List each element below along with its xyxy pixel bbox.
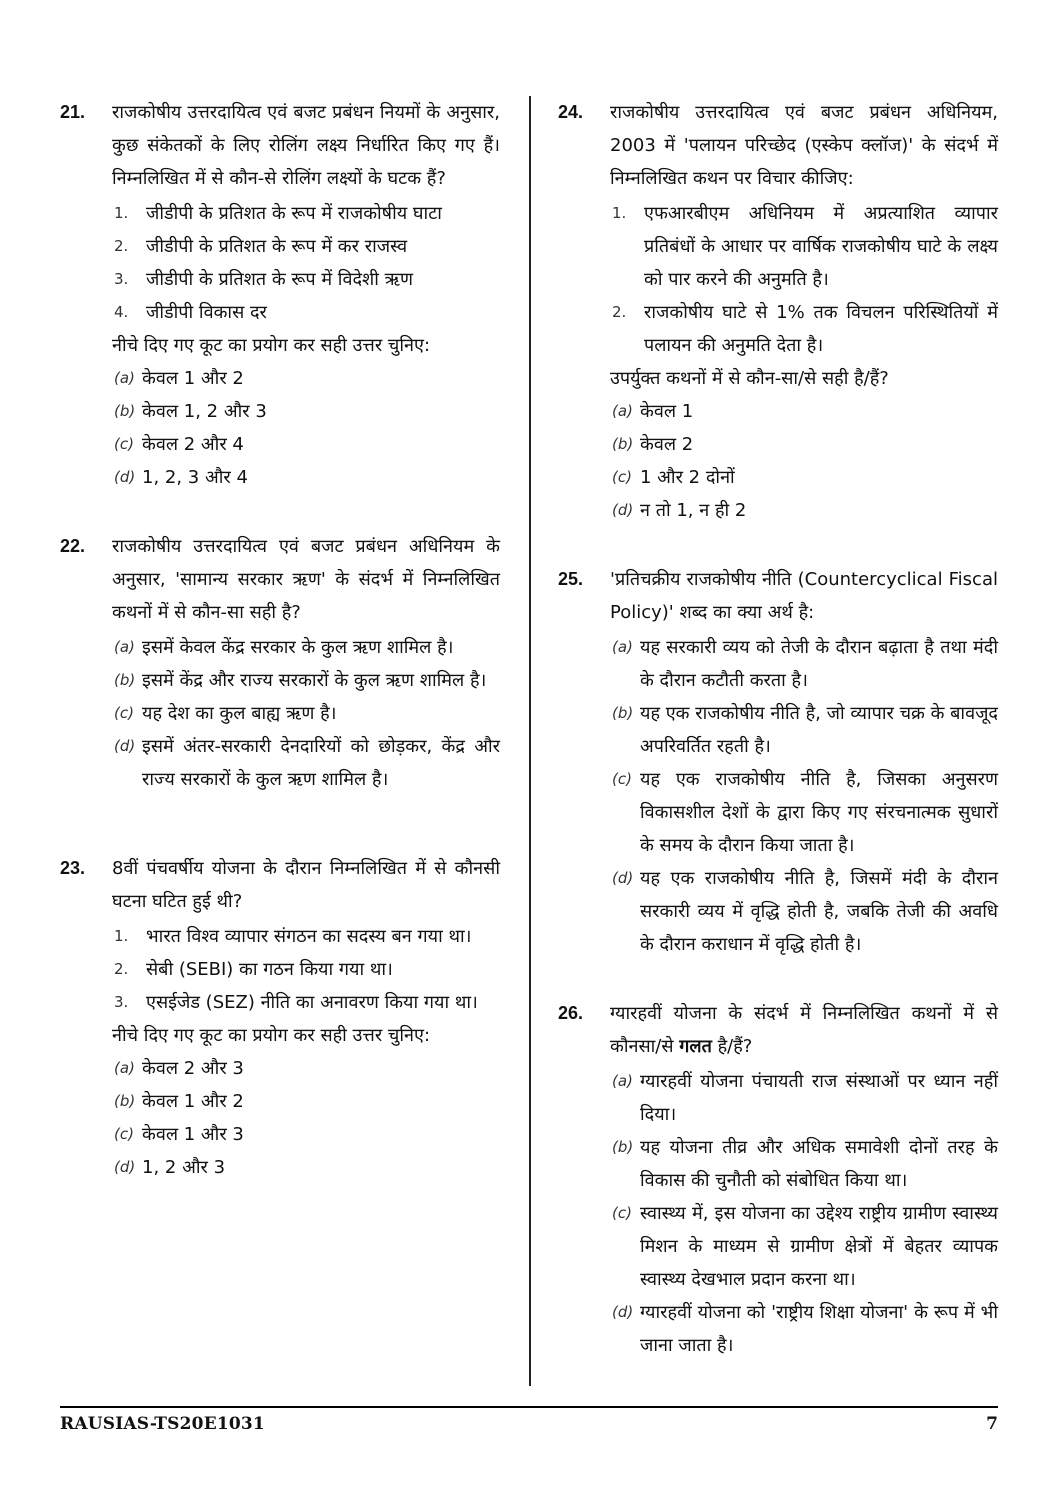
statement-number: 3.	[114, 270, 129, 288]
option-text: केवल 2	[640, 434, 694, 455]
option-mark: (d)	[612, 869, 634, 887]
option-b[interactable]	[112, 664, 500, 697]
option-d[interactable]	[610, 494, 998, 527]
statement	[112, 296, 500, 329]
statement-text: भारत विश्व व्यापार संगठन का सदस्य बन गया था।	[146, 926, 472, 947]
option-c[interactable]	[112, 697, 500, 730]
question-text: राजकोषीय उत्तरदायित्व एवं बजट प्रबंधन अधिनियम के अनुसार, 'सामान्य सरकार ऋण' के संदर्भ में निम्नलिखित कथनों में से कौन-सा सही है?	[112, 536, 500, 623]
statement	[610, 197, 998, 296]
statement-number: 3.	[114, 993, 129, 1011]
option-b[interactable]	[610, 697, 998, 763]
question-number: 25.	[558, 569, 584, 589]
option-mark: (b)	[114, 1092, 136, 1110]
question-text: 'प्रतिचक्रीय राजकोषीय नीति (Countercyclical Fiscal Policy)' शब्द का क्या अर्थ है:	[610, 569, 998, 623]
option-text: यह एक राजकोषीय नीति है, जो व्यापार चक्र के बावजूद अपरिवर्तित रहती है।	[640, 703, 998, 757]
option-text: 1 और 2 दोनों	[640, 467, 735, 488]
emphasis-text: गलत	[679, 1036, 712, 1057]
statement	[112, 230, 500, 263]
option-text: यह एक राजकोषीय नीति है, जिसका अनुसरण विकासशील देशों के द्वारा किए गए संरचनात्मक सुधारों के समय के दौरान किया जाता है।	[640, 769, 998, 856]
option-d[interactable]	[112, 730, 500, 796]
option-c[interactable]	[610, 1197, 998, 1296]
question-text: 8वीं पंचवर्षीय योजना के दौरान निम्नलिखित में से कौनसी घटना घटित हुई थी?	[112, 858, 500, 912]
statement	[112, 197, 500, 230]
option-mark: (a)	[612, 402, 633, 420]
statement-text: एफआरबीएम अधिनियम में अप्रत्याशित व्यापार प्रतिबंधों के आधार पर वार्षिक राजकोषीय घाटे के लक्ष्य को पार करने की अनुमति है।	[644, 203, 998, 290]
question-25	[558, 563, 998, 961]
option-b[interactable]	[610, 428, 998, 461]
option-text: इसमें केवल केंद्र सरकार के कुल ऋण शामिल है।	[142, 637, 454, 658]
option-text: 1, 2 और 3	[142, 1157, 226, 1178]
option-text: इसमें अंतर-सरकारी देनदारियों को छोड़कर, केंद्र और राज्य सरकारों के कुल ऋण शामिल है।	[142, 736, 500, 790]
option-mark: (d)	[612, 501, 634, 519]
instruction-text: नीचे दिए गए कूट का प्रयोग कर सही उत्तर चुनिए:	[112, 1025, 431, 1046]
statement-number: 4.	[114, 303, 129, 321]
page-number: 7	[986, 1414, 998, 1434]
option-text: केवल 1 और 2	[142, 1091, 244, 1112]
option-text: केवल 2 और 4	[142, 434, 244, 455]
option-b[interactable]	[112, 1085, 500, 1118]
question-26	[558, 997, 998, 1362]
statement-number: 1.	[114, 927, 129, 945]
footer-code: RAUSIAS-TS20E1031	[60, 1414, 265, 1434]
option-text: केवल 1	[640, 401, 694, 422]
option-mark: (d)	[612, 1303, 634, 1321]
statement-text: जीडीपी के प्रतिशत के रूप में विदेशी ऋण	[146, 269, 414, 290]
option-d[interactable]	[610, 1296, 998, 1362]
statement-number: 2.	[612, 303, 627, 321]
option-a[interactable]	[112, 1052, 500, 1085]
question-number: 24.	[558, 102, 584, 122]
option-text: 1, 2, 3 और 4	[142, 467, 248, 488]
option-d[interactable]	[610, 862, 998, 961]
option-mark: (d)	[114, 1158, 136, 1176]
option-mark: (c)	[612, 468, 632, 486]
option-c[interactable]	[610, 763, 998, 862]
option-mark: (d)	[114, 737, 136, 755]
option-b[interactable]	[112, 395, 500, 428]
question-text-part: ग्यारहवीं योजना के संदर्भ में निम्नलिखित कथनों में से कौनसा/से	[610, 1003, 998, 1057]
question-22	[60, 530, 500, 796]
option-mark: (c)	[612, 1204, 632, 1222]
left-column	[60, 96, 500, 1184]
option-mark: (c)	[114, 435, 134, 453]
statement-number: 2.	[114, 237, 129, 255]
statement	[112, 263, 500, 296]
option-mark: (c)	[114, 704, 134, 722]
statement-text: एसईजेड (SEZ) नीति का अनावरण किया गया था।	[146, 992, 478, 1013]
statement-text: जीडीपी के प्रतिशत के रूप में कर राजस्व	[146, 236, 408, 257]
option-d[interactable]	[112, 461, 500, 494]
option-b[interactable]	[610, 1131, 998, 1197]
option-mark: (a)	[612, 1072, 633, 1090]
instruction-text: उपर्युक्त कथनों में से कौन-सा/से सही है/हैं?	[610, 368, 889, 389]
instruction-text: नीचे दिए गए कूट का प्रयोग कर सही उत्तर चुनिए:	[112, 335, 431, 356]
statement-text: जीडीपी के प्रतिशत के रूप में राजकोषीय घाटा	[146, 203, 442, 224]
option-mark: (b)	[612, 1138, 634, 1156]
option-mark: (c)	[114, 1125, 134, 1143]
question-number: 21.	[60, 102, 86, 122]
option-mark: (b)	[612, 435, 634, 453]
option-mark: (a)	[114, 638, 135, 656]
option-a[interactable]	[112, 362, 500, 395]
option-text: केवल 1 और 3	[142, 1124, 244, 1145]
option-c[interactable]	[610, 461, 998, 494]
question-text: राजकोषीय उत्तरदायित्व एवं बजट प्रबंधन अधिनियम, 2003 में 'पलायन परिच्छेद (एस्केप क्लॉज)' के संदर्भ में निम्नलिखित कथन पर विचार कीजिए:	[610, 102, 998, 189]
option-a[interactable]	[610, 1065, 998, 1131]
option-text: ग्यारहवीं योजना पंचायती राज संस्थाओं पर ध्यान नहीं दिया।	[640, 1071, 998, 1125]
option-d[interactable]	[112, 1151, 500, 1184]
column-divider	[529, 96, 531, 1386]
option-mark: (a)	[114, 369, 135, 387]
question-number: 26.	[558, 1003, 584, 1023]
option-a[interactable]	[610, 395, 998, 428]
option-mark: (b)	[114, 671, 136, 689]
option-text: यह सरकारी व्यय को तेजी के दौरान बढ़ाता है तथा मंदी के दौरान कटौती करता है।	[640, 637, 998, 691]
question-23	[60, 852, 500, 1184]
statement	[112, 986, 500, 1019]
option-text: ग्यारहवीं योजना को 'राष्ट्रीय शिक्षा योजना' के रूप में भी जाना जाता है।	[640, 1302, 998, 1356]
option-text: केवल 2 और 3	[142, 1058, 244, 1079]
option-text: यह देश का कुल बाह्य ऋण है।	[142, 703, 337, 724]
statement	[112, 953, 500, 986]
option-text: इसमें केंद्र और राज्य सरकारों के कुल ऋण शामिल है।	[142, 670, 487, 691]
footer-rule	[60, 1406, 998, 1408]
question-text	[610, 997, 998, 1063]
option-text: यह एक राजकोषीय नीति है, जिसमें मंदी के दौरान सरकारी व्यय में वृद्धि होती है, जबकि तेजी की अवधि के दौरान कराधान में वृद्धि होती है।	[640, 868, 998, 955]
option-text: न तो 1, न ही 2	[640, 500, 747, 521]
option-c[interactable]	[112, 428, 500, 461]
question-24	[558, 96, 998, 527]
option-a[interactable]	[610, 631, 998, 697]
question-text-part: है/हैं?	[711, 1036, 753, 1057]
right-column	[558, 96, 998, 1362]
option-a[interactable]	[112, 631, 500, 664]
statement	[610, 296, 998, 362]
option-mark: (d)	[114, 468, 136, 486]
option-mark: (a)	[114, 1059, 135, 1077]
question-number: 23.	[60, 858, 86, 878]
question-21	[60, 96, 500, 494]
option-text: केवल 1, 2 और 3	[142, 401, 267, 422]
option-mark: (b)	[612, 704, 634, 722]
option-text: यह योजना तीव्र और अधिक समावेशी दोनों तरह के विकास की चुनौती को संबोधित किया था।	[640, 1137, 998, 1191]
option-mark: (a)	[612, 638, 633, 656]
statement-text: राजकोषीय घाटे से 1% तक विचलन परिस्थितियों में पलायन की अनुमति देता है।	[644, 302, 998, 356]
statement	[112, 920, 500, 953]
statement-number: 2.	[114, 960, 129, 978]
statement-text: जीडीपी विकास दर	[146, 302, 267, 323]
option-c[interactable]	[112, 1118, 500, 1151]
statement-text: सेबी (SEBI) का गठन किया गया था।	[146, 959, 393, 980]
statement-number: 1.	[612, 204, 627, 222]
question-number: 22.	[60, 536, 86, 556]
option-mark: (b)	[114, 402, 136, 420]
question-text: राजकोषीय उत्तरदायित्व एवं बजट प्रबंधन नियमों के अनुसार, कुछ संकेतकों के लिए रोलिंग लक्ष्य निर्धारित किए गए हैं। निम्नलिखित में से कौन-से रोलिंग लक्ष्यों के घटक हैं?	[112, 102, 500, 189]
option-text: केवल 1 और 2	[142, 368, 244, 389]
option-mark: (c)	[612, 770, 632, 788]
option-text: स्वास्थ्य में, इस योजना का उद्देश्य राष्ट्रीय ग्रामीण स्वास्थ्य मिशन के माध्यम से ग्रामीण क्षेत्रों में बेहतर व्यापक स्वास्थ्य देखभाल प्रदान करना था।	[640, 1203, 998, 1290]
statement-number: 1.	[114, 204, 129, 222]
